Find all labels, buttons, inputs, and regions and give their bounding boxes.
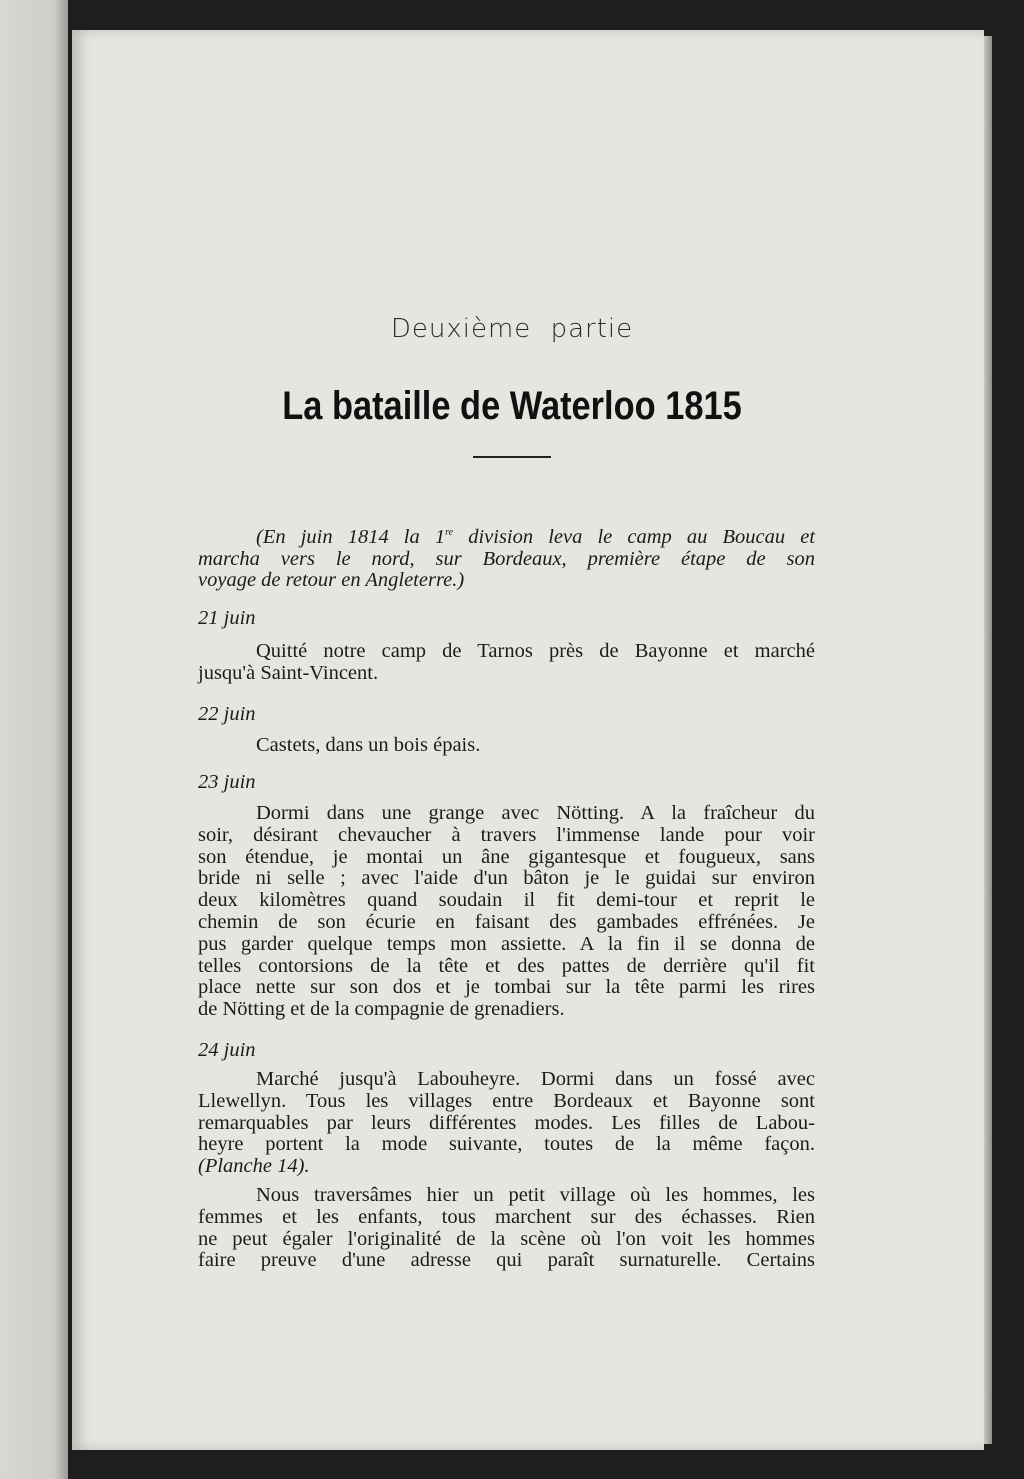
facing-page-edge xyxy=(0,0,68,1479)
page-stack-edge xyxy=(984,36,992,1444)
entry-date: 23 juin xyxy=(198,771,256,793)
part-heading: Deuxième partie xyxy=(390,314,634,344)
entry-date: 22 juin xyxy=(198,703,256,725)
entry-paragraph: Nous traversâmes hier un petit village où les hommes, les femmes et les enfants, tous marchent sur des échasses. Rien ne peut égaler l'originalité de la scène où l'on voit les hommes faire preuve d'une adresse qui paraît surnaturelle. Certains xyxy=(198,1184,815,1272)
entry-paragraph: Dormi dans une grange avec Nötting. A la fraîcheur du soir, désirant chevaucher à travers l'immense lande pour voir son étendue, je montai un âne gigantesque et fougueux, sans bride ni selle ; avec l'aide d'un bâton je le guidai sur environ deux kilomètres quand soudain il fit demi-tour et reprit le chemin de son écurie en faisant des gambades effrénées. Je pus garder quelque temps mon assiette. A la fin il se donna de telles contorsions de la tête et des pattes de derrière qu'il fit place nette sur son dos et je tombai sur la tête parmi les rires de Nötting et de la compagnie de grenadiers. xyxy=(198,802,815,1021)
entry-paragraph: Quitté notre camp de Tarnos près de Bayonne et marché jusqu'à Saint-Vincent. xyxy=(198,640,815,684)
entry-paragraph: Marché jusqu'à Labouheyre. Dormi dans un fossé avec Llewellyn. Tous les villages entre Bordeaux et Bayonne sont remarquables par leurs différentes modes. Les filles de Labou- heyre portent la mode suivante, toutes de la même façon. (Planche 14). xyxy=(198,1068,815,1178)
entry-date: 24 juin xyxy=(198,1039,256,1061)
title-rule xyxy=(473,456,551,458)
intro-paragraph: (En juin 1814 la 1re division leva le camp au Boucau et marcha vers le nord, sur Bordeaux, première étape de son voyage de retour en Angleterre.) xyxy=(198,525,816,592)
entry-paragraph: Castets, dans un bois épais. xyxy=(256,734,481,756)
entry-date: 21 juin xyxy=(198,607,256,629)
chapter-title: La bataille de Waterloo 1815 xyxy=(282,384,742,428)
